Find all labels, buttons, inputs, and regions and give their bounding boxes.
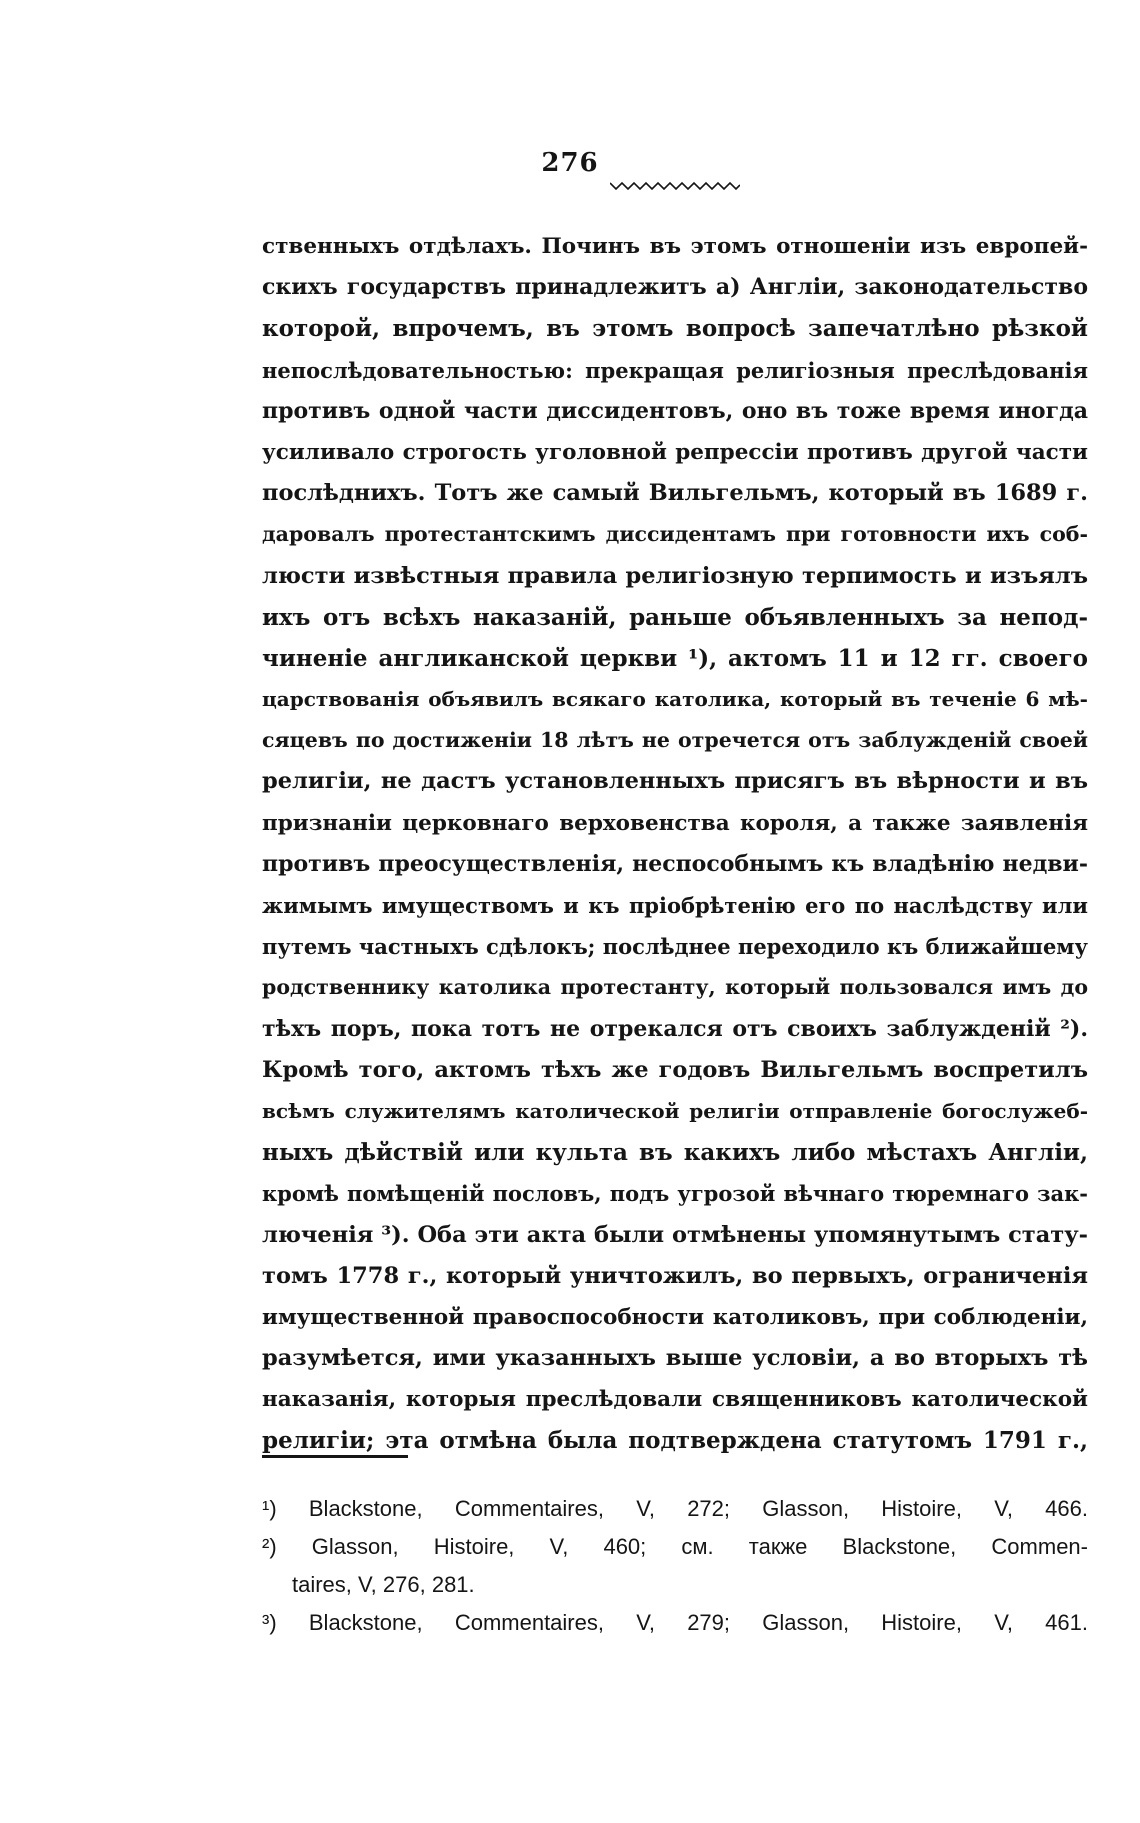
body-line: сяцевъ по достиженіи 18 лѣтъ не отречется отъ заблужденій своей [262,728,1088,753]
body-line: наказанія, которыя преслѣдовали священниковъ католической [262,1387,1088,1413]
body-line: ихъ отъ всѣхъ наказаній, раньше объявленныхъ за непод- [262,603,1088,631]
body-line: всѣмъ служителямъ католической религіи отправленіе богослужеб- [262,1098,1088,1123]
body-line: ственныхъ отдѣлахъ. Починъ въ этомъ отношеніи изъ европей- [262,234,1088,259]
body-line: скихъ государствъ принадлежитъ а) Англіи, законодательство [262,274,1088,301]
body-line: Кромѣ того, актомъ тѣхъ же годовъ Вильгельмъ воспретилъ [262,1056,1088,1083]
footnote-2-continued: taires, V, 276, 281. [292,1572,475,1597]
footnotes [262,1490,1088,1642]
body-line: чиненіе англиканской церкви ¹), актомъ 11 и 12 гг. своего [262,644,1088,672]
body-text [262,226,1088,1462]
body-line: имущественной правоспособности католиковъ, при соблюденіи, [262,1304,1088,1330]
body-line: противъ преосуществленія, неспособнымъ къ владѣнію недви- [262,850,1088,877]
footnote-2: ²) Glasson, Histoire, V, 460; см. также Blackstone, Commen- [262,1534,1088,1559]
body-line: путемъ частныхъ сдѣлокъ; послѣднее переходило къ ближайшему [262,934,1088,960]
body-line: усиливало строгость уголовной репрессіи противъ другой части [262,439,1088,465]
body-line: непослѣдовательностью: прекращая религіозныя преслѣдованія [262,357,1088,383]
body-line: которой, впрочемъ, въ этомъ вопросѣ запечатлѣно рѣзкой [262,315,1088,343]
body-line: родственнику католика протестанту, который пользовался имъ до [262,975,1088,1000]
body-line: разумѣется, ими указанныхъ выше условіи, а во вторыхъ тѣ [262,1345,1088,1372]
footnote-separator-rule [262,1455,408,1458]
body-line: послѣднихъ. Тотъ же самый Вильгельмъ, который въ 1689 г. [262,480,1088,507]
body-line: царствованія объявилъ всякаго католика, который въ теченіе 6 мѣ- [262,687,1088,712]
body-line: жимымъ имуществомъ и къ пріобрѣтенію его по наслѣдству или [262,893,1088,918]
body-line: томъ 1778 г., который уничтожилъ, во первыхъ, ограниченія [262,1262,1088,1289]
body-line: тѣхъ поръ, пока тотъ не отрекался отъ своихъ заблужденій ²). [262,1015,1088,1042]
body-line: люсти извѣстныя правила религіозную терпимость и изъялъ [262,562,1088,589]
body-line: кромѣ помѣщеній пословъ, подъ угрозой вѣчнаго тюремнаго зак- [262,1181,1088,1207]
body-line: религіи; эта отмѣна была подтверждена статутомъ 1791 г., [262,1427,1088,1455]
footnote-1: ¹) Blackstone, Commentaires, V, 272; Glasson, Histoire, V, 466. [262,1496,1088,1521]
page-number-ornament [610,181,740,191]
footnote-3: ³) Blackstone, Commentaires, V, 279; Glasson, Histoire, V, 461. [262,1610,1088,1635]
body-line: противъ одной части диссидентовъ, оно въ тоже время иногда [262,397,1088,424]
body-line: признаніи церковнаго верховенства короля, а также заявленія [262,810,1088,836]
body-line: религіи, не дастъ установленныхъ присягъ въ вѣрности и въ [262,768,1088,795]
body-line: люченія ³). Оба эти акта были отмѣнены упомянутымъ стату- [262,1221,1088,1248]
page-number: 276 [541,148,599,178]
body-line: ныхъ дѣйствій или культа въ какихъ либо мѣстахъ Англіи, [262,1139,1088,1167]
body-line: даровалъ протестантскимъ диссидентамъ при готовности ихъ соб- [262,522,1088,547]
